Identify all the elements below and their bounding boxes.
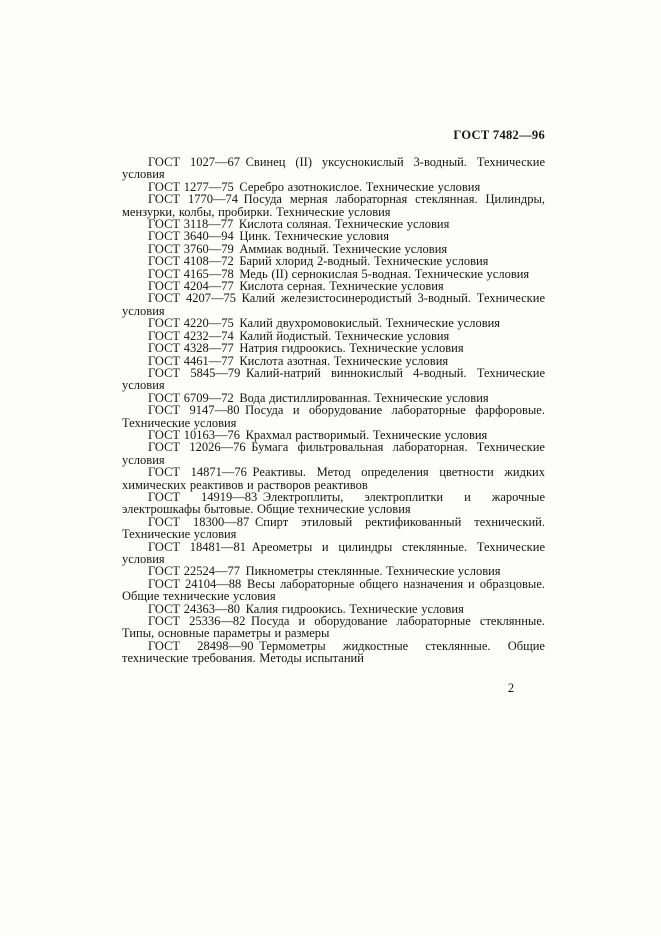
- standard-title: Электроплиты, электроплитки и жарочные электрошкафы бытовые. Общие технические условия: [122, 489, 545, 517]
- standard-entry: [122, 193, 545, 218]
- standard-title: Ареометры и цилиндры стеклянные. Технические условия: [122, 539, 545, 566]
- standard-title: Барий хлорид 2-водный. Технические условия: [239, 254, 489, 269]
- standard-title: Натрия гидроокись. Технические условия: [239, 341, 464, 356]
- standard-code: ГОСТ 4204—77: [148, 279, 234, 294]
- standard-title: Спирт этиловый ректификованный технический. Технические условия: [122, 514, 545, 542]
- standard-code: ГОСТ 24363—80: [148, 601, 240, 616]
- standard-title: Вода дистиллированная. Технические условия: [239, 390, 489, 405]
- standard-entry: [122, 640, 545, 665]
- standard-title: Калий двухромовокислый. Технические условия: [239, 316, 501, 331]
- standard-entry: [122, 578, 545, 603]
- standard-code: ГОСТ 24104—88: [148, 576, 242, 591]
- standard-title: Аммиак водный. Технические условия: [239, 241, 448, 256]
- standard-entry: [122, 516, 545, 541]
- standard-code: ГОСТ 14871—76: [148, 465, 247, 480]
- standard-code: ГОСТ 4328—77: [148, 341, 234, 356]
- standard-code: ГОСТ 22524—77: [148, 564, 240, 579]
- standard-title: Цинк. Технические условия: [239, 229, 389, 244]
- standard-code: ГОСТ 12026—76: [148, 440, 246, 455]
- standard-entry: [122, 466, 545, 491]
- standard-title: Свинец (II) уксуснокислый 3-водный. Технические условия: [122, 155, 545, 182]
- standard-title: Медь (II) сернокислая 5-водная. Технические условия: [239, 266, 530, 281]
- standard-title: Калий йодистый. Технические условия: [239, 328, 450, 343]
- standard-title: Калий-натрий виннокислый 4-водный. Технические условия: [122, 365, 545, 393]
- standard-code: ГОСТ 25336—82: [148, 614, 246, 629]
- standard-title: Реактивы. Метод определения цветности жидких химических реактивов и растворов реактивов: [122, 465, 545, 492]
- standard-code: ГОСТ 1277—75: [148, 179, 234, 194]
- standard-title: Термометры жидкостные стеклянные. Общие технические требования. Методы испытаний: [122, 638, 545, 666]
- standard-entry: [122, 404, 545, 429]
- standard-entry: [122, 441, 545, 466]
- standard-title: Посуда мерная лабораторная стеклянная. Цилиндры, мензурки, колбы, пробирки. Технические условия: [122, 192, 545, 219]
- standard-title: Бумага фильтровальная лабораторная. Технические условия: [122, 440, 545, 467]
- standard-code: ГОСТ 9147—80: [148, 403, 240, 418]
- standard-entry: [122, 156, 545, 181]
- standard-title: Серебро азотнокислое. Технические условия: [239, 179, 481, 194]
- standard-code: ГОСТ 4220—75: [148, 316, 234, 331]
- standard-entry: [122, 491, 545, 516]
- standard-code: ГОСТ 3760—79: [148, 241, 234, 256]
- standard-code: ГОСТ 4165—78: [148, 266, 234, 281]
- standard-title: Кислота соляная. Технические условия: [238, 217, 450, 232]
- standard-entry: [122, 541, 545, 566]
- standard-title: Пикнометры стеклянные. Технические условия: [245, 564, 501, 579]
- standard-title: Весы лабораторные общего назначения и образцовые. Общие технические условия: [122, 576, 545, 604]
- standard-code: ГОСТ 4461—77: [148, 353, 234, 368]
- standard-code: ГОСТ 18300—87: [148, 514, 250, 529]
- standard-code: ГОСТ 4108—72: [148, 254, 234, 269]
- running-header: ГОСТ 7482—96: [453, 128, 545, 142]
- standard-code: ГОСТ 3640—94: [148, 229, 234, 244]
- standard-title: Кислота серная. Технические условия: [239, 279, 444, 294]
- standard-code: ГОСТ 4207—75: [148, 291, 236, 306]
- standards-list: [122, 156, 545, 665]
- standard-entry: [122, 615, 545, 640]
- standard-entry: [122, 367, 545, 392]
- standard-title: Крахмал растворимый. Технические условия: [245, 427, 488, 442]
- standard-code: ГОСТ 1770—74: [148, 192, 239, 207]
- standard-code: ГОСТ 3118—77: [148, 217, 234, 232]
- standard-code: ГОСТ 5845—79: [148, 365, 241, 380]
- standard-code: ГОСТ 6709—72: [148, 390, 234, 405]
- standard-code: ГОСТ 14919—83: [148, 489, 258, 504]
- standard-code: ГОСТ 4232—74: [148, 328, 234, 343]
- standard-title: Посуда и оборудование лабораторные фарфоровые. Технические условия: [122, 403, 545, 430]
- standard-title: Калий железистосинеродистый 3-водный. Технические условия: [122, 291, 545, 318]
- standard-code: ГОСТ 1027—67: [148, 155, 240, 169]
- standard-code: ГОСТ 18481—81: [148, 539, 247, 554]
- standard-code: ГОСТ 10163—76: [148, 427, 240, 442]
- standard-title: Посуда и оборудование лабораторные стеклянные. Типы, основные параметры и размеры: [122, 614, 545, 641]
- standard-code: ГОСТ 28498—90: [148, 638, 254, 653]
- page-number: 2: [507, 681, 515, 695]
- standard-title: Кислота азотная. Технические условия: [239, 353, 449, 368]
- standard-title: Калия гидроокись. Технические условия: [245, 601, 464, 616]
- standard-entry: [122, 292, 545, 317]
